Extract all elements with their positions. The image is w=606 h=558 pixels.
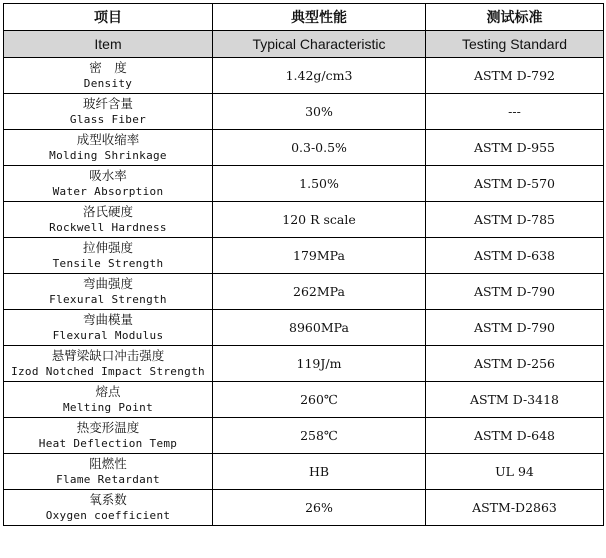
header-item-cn: 项目 <box>4 4 213 31</box>
property-name-cn: 洛氏硬度 <box>82 204 133 219</box>
table-row <box>4 310 604 346</box>
typical-value-cell: 119J/m <box>213 346 426 382</box>
testing-standard-cell: ASTM D-570 <box>426 166 604 202</box>
property-name-cell <box>4 454 213 490</box>
property-name-cn: 氧系数 <box>89 492 127 507</box>
property-name-en: Tensile Strength <box>52 257 164 270</box>
header-standard-en: Testing Standard <box>426 31 604 58</box>
property-name-cell <box>4 238 213 274</box>
table-row <box>4 418 604 454</box>
property-name-en: Heat Deflection Temp <box>38 437 178 450</box>
testing-standard-cell: ASTM D-648 <box>426 418 604 454</box>
testing-standard-cell: UL 94 <box>426 454 604 490</box>
table-row <box>4 94 604 130</box>
property-name-cell <box>4 58 213 94</box>
property-name-cell <box>4 382 213 418</box>
table-row <box>4 382 604 418</box>
testing-standard-cell: ASTM D-790 <box>426 274 604 310</box>
property-name-cell <box>4 202 213 238</box>
property-name-cn: 阻燃性 <box>89 456 127 471</box>
property-name-cn: 拉伸强度 <box>82 240 133 255</box>
table-row <box>4 130 604 166</box>
property-name-en: Glass Fiber <box>69 113 147 126</box>
property-name-en: Oxygen coefficient <box>45 509 171 522</box>
table-row <box>4 346 604 382</box>
property-name-cn: 吸水率 <box>89 168 127 183</box>
testing-standard-cell: ASTM D-638 <box>426 238 604 274</box>
table-row <box>4 166 604 202</box>
typical-value-cell: 258℃ <box>213 418 426 454</box>
property-name-cn: 密 度 <box>89 60 127 75</box>
typical-value-cell: 179MPa <box>213 238 426 274</box>
testing-standard-cell: ASTM D-955 <box>426 130 604 166</box>
table-row <box>4 274 604 310</box>
property-name-cell <box>4 418 213 454</box>
testing-standard-cell: ASTM-D2863 <box>426 490 604 526</box>
testing-standard-cell: ASTM D-3418 <box>426 382 604 418</box>
typical-value-cell: 26% <box>213 490 426 526</box>
header-item-en: Item <box>4 31 213 58</box>
property-name-en: Rockwell Hardness <box>49 221 167 234</box>
property-name-en: Izod Notched Impact Strength <box>11 365 205 378</box>
typical-value-cell: HB <box>213 454 426 490</box>
table-row <box>4 58 604 94</box>
properties-table-body <box>4 4 604 526</box>
header-typical-cn: 典型性能 <box>213 4 426 31</box>
table-row <box>4 202 604 238</box>
table-row <box>4 238 604 274</box>
property-name-cell <box>4 310 213 346</box>
property-name-cn: 悬臂梁缺口冲击强度 <box>51 348 165 363</box>
properties-table <box>3 3 604 526</box>
testing-standard-cell: ASTM D-256 <box>426 346 604 382</box>
typical-value-cell: 30% <box>213 94 426 130</box>
property-name-cell <box>4 490 213 526</box>
typical-value-cell: 120 R scale <box>213 202 426 238</box>
property-name-en: Molding Shrinkage <box>49 149 167 162</box>
typical-value-cell: 260℃ <box>213 382 426 418</box>
property-name-cell <box>4 130 213 166</box>
header-row-chinese <box>4 4 604 31</box>
property-name-cn: 熔点 <box>95 384 121 399</box>
property-name-cn: 弯曲强度 <box>82 276 133 291</box>
spec-sheet <box>3 3 603 526</box>
property-name-cn: 弯曲模量 <box>82 312 133 327</box>
property-name-cn: 成型收缩率 <box>76 132 140 147</box>
property-name-en: Water Absorption <box>52 185 164 198</box>
typical-value-cell: 1.42g/cm3 <box>213 58 426 94</box>
testing-standard-cell: ASTM D-790 <box>426 310 604 346</box>
testing-standard-cell: ASTM D-792 <box>426 58 604 94</box>
testing-standard-cell: --- <box>426 94 604 130</box>
property-name-en: Density <box>83 77 133 90</box>
header-row-english <box>4 31 604 58</box>
header-typical-en: Typical Characteristic <box>213 31 426 58</box>
table-row <box>4 490 604 526</box>
property-name-cn: 热变形温度 <box>76 420 140 435</box>
testing-standard-cell: ASTM D-785 <box>426 202 604 238</box>
typical-value-cell: 0.3-0.5% <box>213 130 426 166</box>
property-name-cell <box>4 346 213 382</box>
typical-value-cell: 262MPa <box>213 274 426 310</box>
table-row <box>4 454 604 490</box>
property-name-cell <box>4 94 213 130</box>
property-name-cn: 玻纤含量 <box>82 96 133 111</box>
property-name-en: Flexural Modulus <box>52 329 164 342</box>
typical-value-cell: 8960MPa <box>213 310 426 346</box>
property-name-en: Melting Point <box>63 401 153 414</box>
property-name-en: Flexural Strength <box>49 293 167 306</box>
property-name-cell <box>4 274 213 310</box>
property-name-en: Flame Retardant <box>56 473 160 486</box>
typical-value-cell: 1.50% <box>213 166 426 202</box>
header-standard-cn: 测试标准 <box>426 4 604 31</box>
property-name-cell <box>4 166 213 202</box>
